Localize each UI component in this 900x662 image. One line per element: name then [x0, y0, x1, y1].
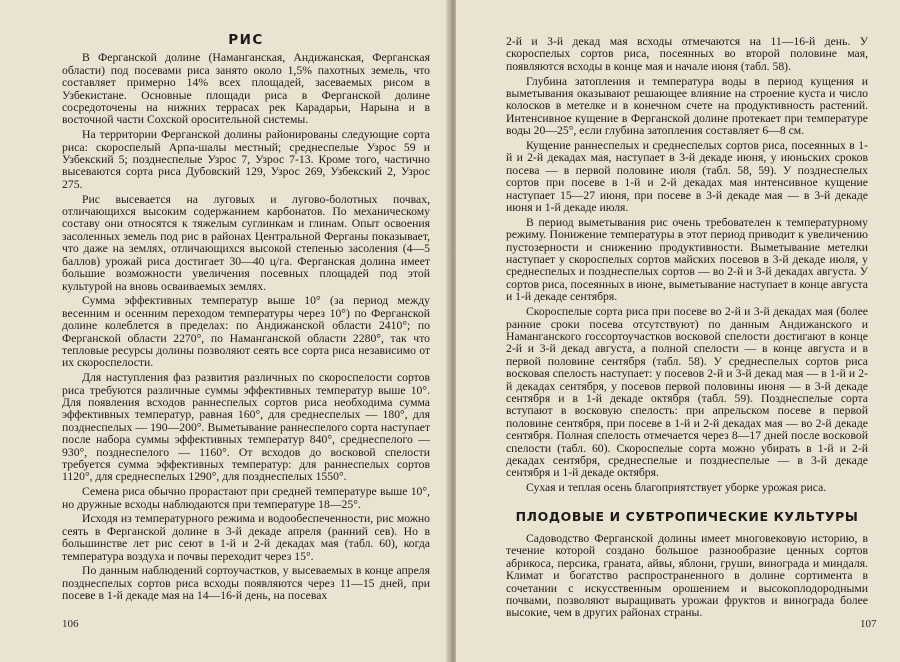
- section-title-rice: РИС: [228, 32, 264, 48]
- right-page-text: [506, 36, 868, 622]
- paragraph: Для наступления фаз развития различных по скороспелости сортов риса требуются различные суммы эффективных температур выше 10°. Для появления всходов раннеспелых сортов риса необходима сумма эффективных температур, равная 160°, для среднеспелых — 180°, для позднеспелых — 190—200°. Выметывание раннеспелого сорта наступает после набора суммы эффективных температур 840°, среднеспелого — 930°, позднеспелого — 1160°. От всходов до восковой спелости требуется сумма эффективных температур: для раннеспелых сортов 1120°, для среднеспелых 1290°, для позднеспелых 1550°.: [62, 371, 430, 484]
- paragraph: Кущение раннеспелых и среднеспелых сортов риса, посеянных в 1-й и 2-й декадах мая, наступает в 3-й декаде июня, у июньских сроков посева — в первой половине июля (табл. 58, 59). У позднеспелых сортов при посеве в 1-й и 2-й декадах мая интенсивное кущение наступает 15—27 июня, при посеве в 3-й декаде мая — в 3-й декаде июня и 1-й декаде июля.: [506, 139, 868, 215]
- page-number-right: 107: [860, 618, 877, 630]
- paragraph: Садоводство Ферганской долины имеет многовековую историю, в течение которой создано большое разнообразие ценных сортов абрикоса, персика, граната, айвы, яблони, груши, винограда и миндаля. Климат и богатство распространенного в долине сортимента в сочетании с искусственным орошением и высокоплодородными почвами, позволяют выращивать урожаи фруктов и винограда более высокие, чем в других районах страны.: [506, 531, 868, 620]
- paragraph: Скороспелые сорта риса при посеве во 2-й и 3-й декадах мая (более ранние сроки посева отсутствуют) по данным Андижанского и Наманганского госсортоучастков восковой спелости достигают в конце 2-й и 3-й декад августа, а полной спелости — в конце августа и в первой половине сентября (табл. 58). У среднеспелых сортов риса восковая спелость наступает: у посевов 2-й и 3-й декад мая — в 1-й и 2-й декадах сентября, у посевов первой половины июня — в 3-й декаде сентября и в 1-й декаде октября (табл. 59). Позднеспелые сорта вступают в восковую спелость: при апрельском посеве в первой половине сентября, при посеве в 1-й и 2-й декадах мая — во 2-й декаде сентября. Полная спелость отмечается через 8—17 дней после восковой спелости (табл. 60). Скороспелые сорта можно убирать в 1-й и 2-й декадах сентября, среднеспелые и позднеспелые — в 3-й декаде сентября и 1-й декаде октября.: [506, 305, 868, 480]
- paragraph: По данным наблюдений сортоучастков, у высеваемых в конце апреля позднеспелых сортов риса всходы появляются через 11—15 дней, при посеве в 1-й декаде мая на 14—16-й день, на посевах: [62, 564, 430, 603]
- right-page: [456, 0, 900, 662]
- left-page-text: [62, 34, 430, 605]
- paragraph: На территории Ферганской долины районированы следующие сорта риса: скороспелый Арпа-шалы местный; среднеспелые Узрос 59 и Узбекский 5; позднеспелые Узрос 7, Узрос 7-13. Кроме того, частично высеваются сорта риса Дубовский 129, Узрос 269, Узбекский 2, Узрос 275.: [62, 128, 430, 191]
- paragraph: В период выметывания рис очень требователен к температурному режиму. Понижение температуры в этот период приводит к увеличению пустозерности и снижению продуктивности. Выметывание метелки наступает у скороспелых сортов майских посевов в 3-й декаде июля, у среднеспелых и позднеспелых сортов — во 2-й и 3-й декадах августа. У сортов риса, посеянных в июне, выметывание наступает в конце августа и 1-й декаде сентября.: [506, 215, 868, 304]
- paragraph: 2-й и 3-й декад мая всходы отмечаются на 11—16-й день. У скороспелых сортов риса, посеянных во второй половине мая, появляются всходы в конце мая и начале июня (табл. 58).: [506, 35, 868, 73]
- paragraph: Сумма эффективных температур выше 10° (за период между весенним и осенним переходом температуры через 10°) по Ферганской долине колеблется в пределах: по Андижанской области 2410°; по Ферганской области 2270°, по Наманганской области 2280°, так что тепловые ресурсы долины позволяют сеять все сорта риса независимо от их скороспелости.: [62, 294, 430, 370]
- paragraph: Исходя из температурного режима и водообеспеченности, рис можно сеять в Ферганской долине в 3-й декаде апреля (ранний сев). Но в большинстве лет рис сеют в 1-й и 2-й декадах мая (табл. 60), когда температура воздуха и почвы переходит через 15°.: [62, 512, 430, 563]
- paragraph: Сухая и теплая осень благоприятствует уборке урожая риса.: [526, 481, 827, 495]
- section-title-fruit: ПЛОДОВЫЕ И СУБТРОПИЧЕСКИЕ КУЛЬТУРЫ: [515, 508, 859, 524]
- paragraph: Семена риса обычно прорастают при средней температуре выше 10°, но дружные всходы наблюдаются при температуре 18—25°.: [62, 485, 430, 511]
- paragraph: Рис высевается на луговых и лугово-болотных почвах, отличающихся высоким содержанием карбонатов. По механическому составу они относятся к тяжелым суглинкам и глинам. Опыт освоения засоленных земель под рис в районах Центральной Ферганы показывает, что даже на землях, отличающихся высокой степенью засоления (4—5 баллов) урожай риса достигает 30—40 ц/га. Ферганская долина имеет большие возможности увеличения посевных площадей под этой культурой на вновь осваиваемых землях.: [62, 192, 430, 293]
- paragraph: Глубина затопления и температура воды в период кущения и выметывания оказывают решающее влияние на строение куста и число колосков в метелке и в конечном счете на продуктивность растений. Интенсивное кущение в Ферганской долине протекает при температуре воды 20—25°, если глубина затопления составляет 6—8 см.: [506, 74, 868, 138]
- paragraph: В Ферганской долине (Наманганская, Андижанская, Ферганская области) под посевами риса занято около 1,5% пахотных земель, что составляет примерно 14% всех площадей, засеваемых рисом в Узбекистане. Основные площади риса в Ферганской долине сосредоточены на нижних террасах рек Карадарьи, Нарына и в восточной части Сохской оросительной системы.: [62, 51, 430, 127]
- page-number-left: 106: [62, 618, 79, 630]
